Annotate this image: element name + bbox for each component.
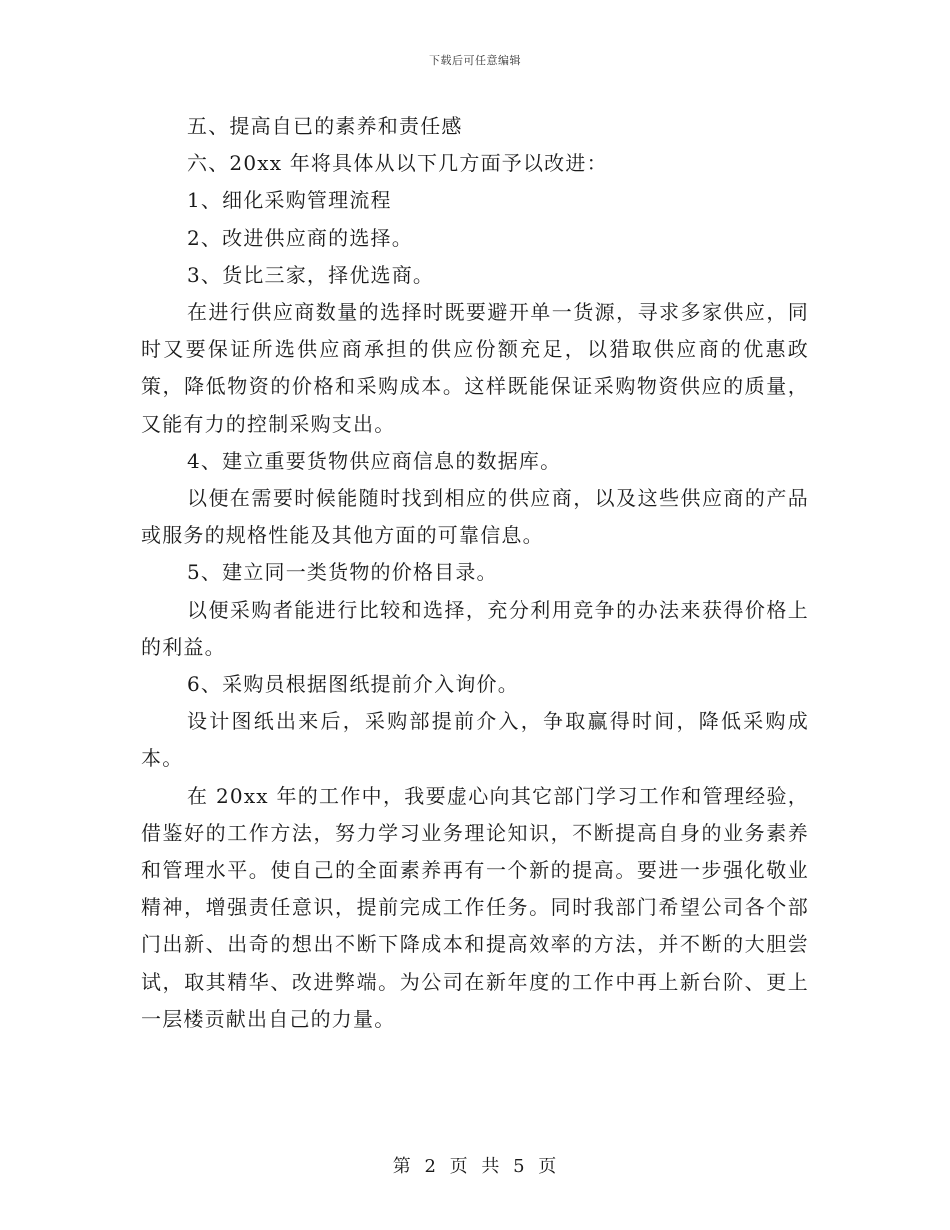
body-paragraph: 以便在需要时候能随时找到相应的供应商，以及这些供应商的产品或服务的规格性能及其他方面的可靠信息。	[141, 486, 809, 548]
page-header-note: 下载后可任意编辑	[429, 54, 521, 67]
footer-label-di: 第	[392, 1156, 412, 1177]
footer-label-gong: 共	[481, 1156, 501, 1177]
list-item-3: 3、货比三家，择优选商。	[187, 262, 435, 287]
current-page-number: 2	[424, 1156, 437, 1177]
footer-label-ye: 页	[449, 1156, 469, 1177]
footer-label-ye-2: 页	[538, 1156, 558, 1177]
closing-paragraph: 在 20xx 年的工作中，我要虚心向其它部门学习工作和管理经验，借鉴好的工作方法，努力学习业务理论知识，不断提高自身的业务素养和管理水平。使自己的全面素养再有一个新的提高。要进一步强化敬业精神，增强责任意识，提前完成工作任务。同时我部门希望公司各个部门出新、出奇的想出不断下降成本和提高效率的方法，并不断的大胆尝试，取其精华、改进弊端。为公司在新年度的工作中再上新台阶、更上一层楼贡献出自己的力量。	[141, 783, 809, 1031]
list-item-2: 2、改进供应商的选择。	[187, 225, 413, 250]
body-paragraph: 设计图纸出来后，采购部提前介入，争取赢得时间，降低采购成本。	[141, 709, 809, 771]
section-heading-5: 五、提高自已的素养和责任感	[187, 114, 463, 138]
list-item-1: 1、细化采购管理流程	[187, 188, 392, 213]
section-heading-6: 六、20xx 年将具体从以下几方面予以改进：	[187, 151, 608, 176]
total-page-count: 5	[513, 1156, 526, 1177]
document-body	[141, 108, 809, 1038]
list-item-6: 6、采购员根据图纸提前介入询价。	[187, 672, 519, 697]
body-paragraph: 在进行供应商数量的选择时既要避开单一货源，寻求多家供应，同时又要保证所选供应商承担的供应份额充足，以猎取供应商的优惠政策，降低物资的价格和采购成本。这样既能保证采购物资供应的质量，又能有力的控制采购支出。	[141, 300, 809, 436]
list-item-5: 5、建立同一类货物的价格目录。	[187, 560, 498, 585]
page-number-footer	[0, 1152, 950, 1178]
body-paragraph: 以便采购者能进行比较和选择，充分利用竞争的办法来获得价格上的利益。	[141, 597, 809, 659]
list-item-4: 4、建立重要货物供应商信息的数据库。	[187, 448, 562, 473]
